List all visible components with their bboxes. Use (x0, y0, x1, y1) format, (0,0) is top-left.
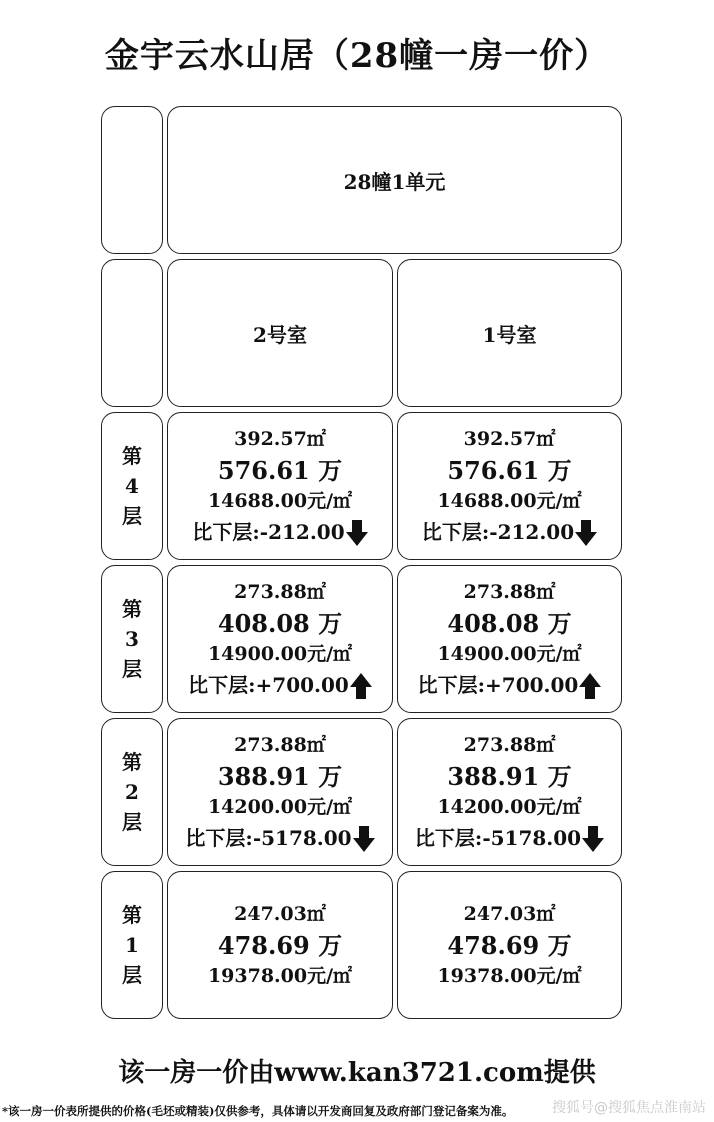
corner-cell-2 (101, 259, 163, 407)
unit-price-per-sqm: 19378.00元/㎡ (207, 964, 353, 987)
unit-total-price: 388.91 万 (447, 762, 572, 791)
page-title: 金宇云水山居（28幢一房一价） (104, 36, 610, 76)
unit-total-price: 576.61 万 (217, 456, 343, 485)
floor-difference-value: +700.00 (485, 673, 579, 697)
unit-cell (167, 718, 393, 866)
floor-label-char: 层 (122, 963, 142, 987)
unit-cell (397, 412, 622, 560)
unit-cell (167, 565, 393, 713)
floor-label-char: 层 (122, 810, 142, 834)
building-header: 28幢1单元 (343, 169, 446, 194)
floor-label-cell (101, 718, 163, 866)
unit-total-price: 408.08 万 (447, 609, 572, 638)
floor-label-cell (101, 565, 163, 713)
room-header: 2号室 (253, 322, 307, 347)
room-header-cell (397, 259, 622, 407)
arrow-down-icon (582, 826, 604, 852)
unit-price-per-sqm: 14688.00元/㎡ (207, 490, 353, 512)
unit-price-per-sqm: 14200.00元/㎡ (437, 796, 582, 818)
unit-total-price: 408.08 万 (217, 609, 343, 638)
footer-credit: 该一房一价由www.kan3721.com提供 (118, 1058, 596, 1088)
arrow-down-icon (353, 826, 375, 852)
unit-cell (397, 871, 622, 1019)
floor-label-char: 第 (122, 597, 142, 621)
floor-difference-value: -212.00 (259, 520, 345, 544)
floor-label-cell (101, 871, 163, 1019)
arrow-down-icon (575, 520, 597, 546)
unit-cell (397, 565, 622, 713)
floor-label-char: 2 (125, 780, 139, 804)
unit-area: 392.57㎡ (234, 428, 326, 450)
unit-price-per-sqm: 14900.00元/㎡ (207, 643, 353, 665)
floor-label-char: 3 (125, 627, 139, 651)
unit-area: 273.88㎡ (234, 581, 326, 603)
floor-label-char: 1 (125, 933, 139, 957)
building-header-cell (167, 106, 622, 254)
floor-label-char: 层 (122, 657, 142, 681)
floor-label-cell (101, 412, 163, 560)
unit-cell (167, 412, 393, 560)
unit-area: 247.03㎡ (463, 902, 556, 925)
unit-total-price: 478.69 万 (447, 930, 572, 960)
floor-difference (185, 823, 374, 854)
corner-cell (101, 106, 163, 254)
unit-area: 247.03㎡ (234, 902, 326, 925)
floor-difference-prefix: 比下层: (192, 520, 260, 544)
floor-difference-prefix: 比下层: (185, 826, 253, 850)
unit-price-per-sqm: 14200.00元/㎡ (207, 796, 353, 818)
unit-area: 273.88㎡ (234, 734, 326, 756)
floor-difference-prefix: 比下层: (421, 520, 490, 544)
floor-difference-value: -5178.00 (482, 826, 582, 850)
disclaimer-note: *该一房一价表所提供的价格(毛坯或精装)仅供参考，具体请以开发商回复及政府部门登记备案为准。 (2, 1104, 514, 1118)
unit-area: 273.88㎡ (463, 734, 556, 756)
floor-difference-value: +700.00 (255, 673, 349, 697)
unit-area: 273.88㎡ (463, 581, 556, 603)
arrow-up-icon (579, 673, 601, 699)
unit-price-per-sqm: 19378.00元/㎡ (437, 964, 582, 987)
room-header: 1号室 (482, 322, 537, 347)
floor-difference (188, 670, 372, 701)
floor-difference (192, 517, 367, 548)
arrow-up-icon (350, 673, 372, 699)
floor-difference-prefix: 比下层: (414, 826, 483, 850)
floor-label-char: 4 (125, 474, 139, 498)
unit-total-price: 576.61 万 (447, 456, 572, 485)
unit-price-per-sqm: 14688.00元/㎡ (437, 490, 582, 512)
unit-area: 392.57㎡ (463, 428, 556, 450)
floor-difference-value: -212.00 (489, 520, 575, 544)
unit-price-per-sqm: 14900.00元/㎡ (437, 643, 582, 665)
floor-difference (418, 670, 602, 701)
room-header-cell (167, 259, 393, 407)
floor-label-char: 层 (122, 504, 142, 528)
floor-difference-prefix: 比下层: (188, 673, 256, 697)
unit-cell (397, 718, 622, 866)
floor-difference-prefix: 比下层: (417, 673, 486, 697)
floor-difference (415, 823, 604, 854)
floor-label-char: 第 (122, 750, 142, 774)
arrow-down-icon (346, 520, 368, 546)
unit-cell (167, 871, 393, 1019)
watermark: 搜狐号@搜狐焦点淮南站 (552, 1100, 706, 1116)
unit-total-price: 478.69 万 (217, 930, 343, 960)
unit-total-price: 388.91 万 (217, 762, 343, 791)
floor-difference (422, 517, 597, 548)
floor-difference-value: -5178.00 (252, 826, 352, 850)
floor-label-char: 第 (122, 903, 142, 927)
floor-label-char: 第 (122, 444, 142, 468)
